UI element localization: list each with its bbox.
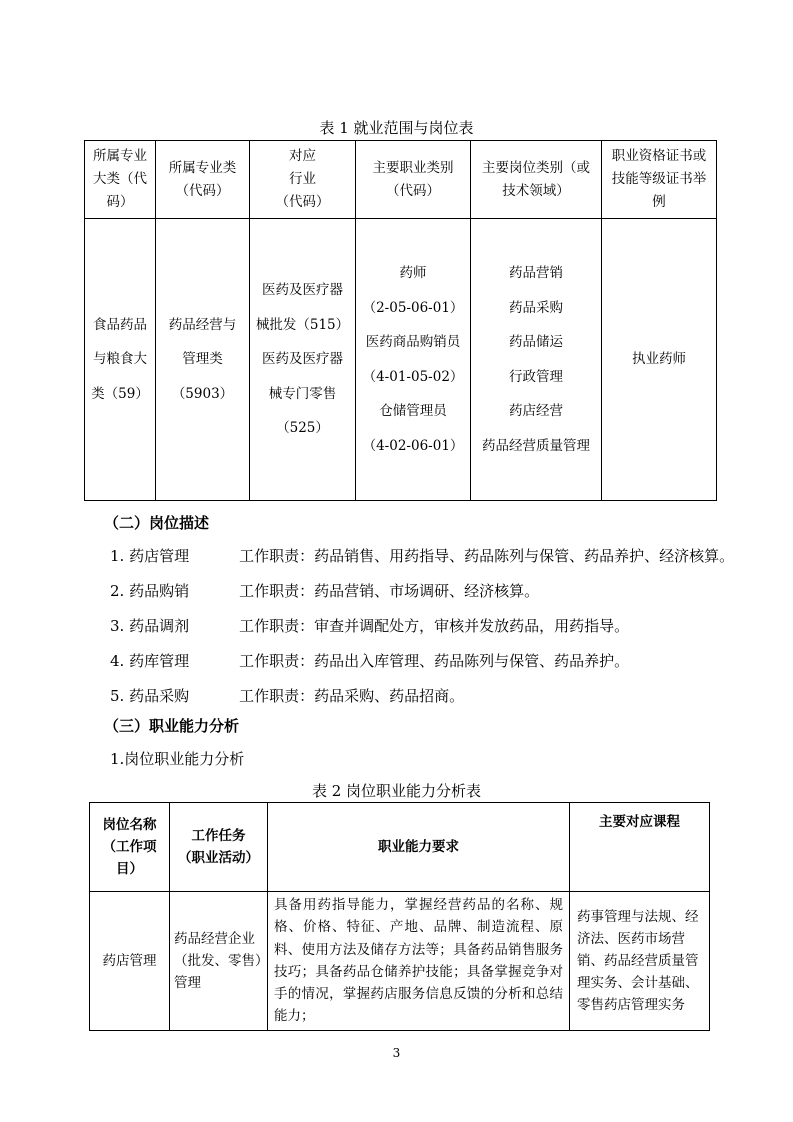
duty-item: 1. 药店管理 工作职责：药品销售、用药指导、药品陈列与保管、药品养护、经济核算。	[110, 547, 735, 565]
duty-item: 2. 药品购销 工作职责：药品营销、市场调研、经济核算。	[110, 582, 540, 600]
subsection-title: 1.岗位职业能力分析	[110, 750, 245, 768]
table-cell: 药品经营与 管理类 （5903）	[156, 219, 250, 501]
table1-caption: 表 1 就业范围与岗位表	[319, 119, 474, 137]
table-cell: 药品营销 药品采购 药品储运 行政管理 药店经营 药品经营质量管理	[471, 219, 602, 501]
duty-item: 5. 药品采购 工作职责：药品采购、药品招商。	[110, 687, 465, 705]
table2-caption: 表 2 岗位职业能力分析表	[311, 782, 482, 800]
table-cell: 执业药师	[602, 219, 717, 501]
table-header-row	[85, 141, 717, 219]
page-number: 3	[392, 1046, 401, 1060]
table-cell: 药品经营企业 （批发、零售） 管理	[170, 892, 268, 1031]
table-row	[85, 219, 717, 501]
header-cell: 所属专业 大类（代 码）	[85, 141, 156, 219]
table-cell: 具备用药指导能力，掌握经营药品的名称、规格、价格、特征、产地、品牌、制造流程、原料、使用方法及储存方法等；具备药品销售服务技巧；具备药品仓储养护技能；具备掌握竞争对手的情况，掌握药店服务信息反馈的分析和总结能力；	[268, 892, 570, 1031]
duty-item: 3. 药品调剂 工作职责：审查并调配处方，审核并发放药品，用药指导。	[110, 617, 630, 635]
header-cell: 工作任务 （职业活动）	[170, 803, 268, 892]
table-header-row	[90, 803, 710, 892]
table-cell: 药事管理与法规、经济法、医药市场营销、药品经营质量管理实务、会计基础、零售药店管理实务	[570, 892, 710, 1031]
header-cell: 主要对应课程	[570, 803, 710, 892]
header-cell: 岗位名称 （工作项 目）	[90, 803, 170, 892]
header-cell: 主要岗位类别（或 技术领域）	[471, 141, 602, 219]
table-row	[90, 892, 710, 1031]
duty-item: 4. 药库管理 工作职责：药品出入库管理、药品陈列与保管、药品养护。	[110, 652, 630, 670]
employment-scope-table	[84, 140, 717, 501]
header-cell: 所属专业类 （代码）	[156, 141, 250, 219]
table-cell: 药师 （2-05-06-01） 医药商品购销员 （4-01-05-02） 仓储管理员 （4-02-06-01）	[356, 219, 471, 501]
table-cell: 医药及医疗器 械批发（515） 医药及医疗器 械专门零售 （525）	[250, 219, 356, 501]
section-heading-ability-analysis: （三）职业能力分析	[104, 717, 240, 735]
header-cell: 主要职业类别 （代码）	[356, 141, 471, 219]
ability-analysis-table	[89, 802, 710, 1031]
table-cell: 食品药品 与粮食大 类（59）	[85, 219, 156, 501]
table-cell: 药店管理	[90, 892, 170, 1031]
header-cell: 对应 行业 （代码）	[250, 141, 356, 219]
section-heading-job-description: （二）岗位描述	[104, 514, 210, 532]
header-cell: 职业能力要求	[268, 803, 570, 892]
header-cell: 职业资格证书或 技能等级证书举 例	[602, 141, 717, 219]
